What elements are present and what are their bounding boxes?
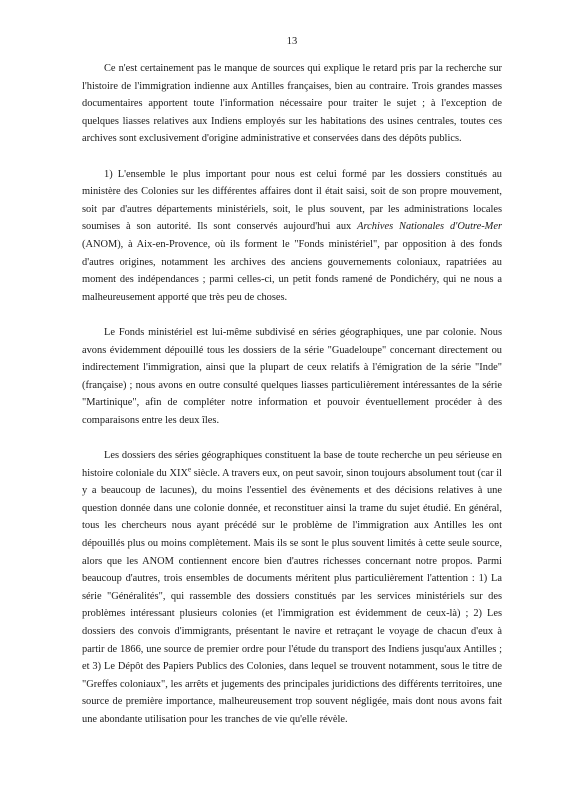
paragraph-text: Les dossiers des séries géographiques constituent la base de toute recherche un peu sérieuse en histoire coloniale du XIX bbox=[82, 450, 502, 479]
paragraph-text: Le Fonds ministériel est lui-même subdivisé en séries géographiques, une par colonie. Nous avons évidemment dépouillé tous les dossiers de la série "Guadeloupe" concernant directement ou indirectement l'immigration, ainsi que la plupart de ceux relatifs à l'émigration de la série "Inde" (française) ; nous avons en outre consulté quelques liasses particulièrement intéressantes de la série "Martinique", afin de compléter notre information et pouvoir éventuellement procéder à des comparaisons entre les deux îles. bbox=[82, 326, 502, 426]
paragraph bbox=[82, 447, 502, 729]
paragraph-text: 1) L'ensemble le plus important pour nous est celui formé par les dossiers constitués au ministère des Colonies sur les différentes affaires dont il était saisi, soit de son propre mouvement, soit par d'autres départements ministériels, soit, le plus souvent, par les administrations locales soumises à son autorité. Ils sont conservés aujourd'hui aux bbox=[82, 168, 502, 233]
paragraph-text: siècle. A travers eux, on peut savoir, sinon toujours absolument tout (car il y a beaucoup de lacunes), du moins l'essentiel des évènements et des décisions relatives à une question donnée dans une colonie donnée, et reconstituer ainsi la trame du sujet étudié. En général, tous les chercheurs nous ayant précédé sur le problème de l'immigration aux Antilles les ont dépouillés plus ou moins complètement. Mais ils se sont le plus souvent limités à cette seule source, alors que les ANOM contiennent encore bien d'autres richesses concernant notre propos. Parmi beaucoup d'autres, trois ensembles de documents méritent plus particulièrement l'attention : 1) La série "Généralités", qui rassemble des dossiers constitués par les services ministériels sur des problèmes intéressant plusieurs colonies (et l'immigration est évidemment de ceux-là) ; 2) Les dossiers des convois d'immigrants, présentant le navire et retraçant le voyage de chacun d'eux à partir de 1866, une source de premier ordre pour l'étude du transport des Indiens jusqu'aux Antilles ; et 3) Le Dépôt des Papiers Publics des Colonies, dans lequel se trouvent notamment, sous le titre de "Greffes coloniaux", les arrêts et jugements des principales juridictions des différents territoires, une source de première importance, malheureusement trop souvent négligée, mais dont nous avons fait une abondante utilisation pour les tranches de vie qu'elle révèle. bbox=[82, 467, 502, 725]
body-text bbox=[82, 60, 502, 729]
italic-text: Archives Nationales d'Outre-Mer bbox=[357, 221, 502, 233]
paragraph-text: (ANOM), à Aix-en-Provence, où ils forment le "Fonds ministériel", par opposition à des fonds d'autres origines, notamment les archives des anciens gouvernements coloniaux, rapatriées au moment des indépendances ; parmi celles-ci, un petit fonds ramené de Pondichéry, qui ne nous a malheureusement apporté que très peu de choses. bbox=[82, 238, 502, 303]
paragraph bbox=[82, 166, 502, 307]
superscript-text: e bbox=[187, 465, 192, 474]
document-page bbox=[82, 36, 502, 746]
page-number: 13 bbox=[286, 36, 298, 47]
paragraph bbox=[82, 324, 502, 430]
paragraph bbox=[82, 60, 502, 148]
paragraph-text: Ce n'est certainement pas le manque de sources qui explique le retard pris par la recherche sur l'histoire de l'immigration indienne aux Antilles françaises, bien au contraire. Trois grandes masses documentaires apportent toute l'information nécessaire pour traiter le sujet ; à l'exception de quelques liasses relatives aux Indiens employés sur les habitations des usines centrales, toutes ces archives sont exclusivement d'origine administrative et conservées dans des dépôts publics. bbox=[82, 63, 502, 145]
